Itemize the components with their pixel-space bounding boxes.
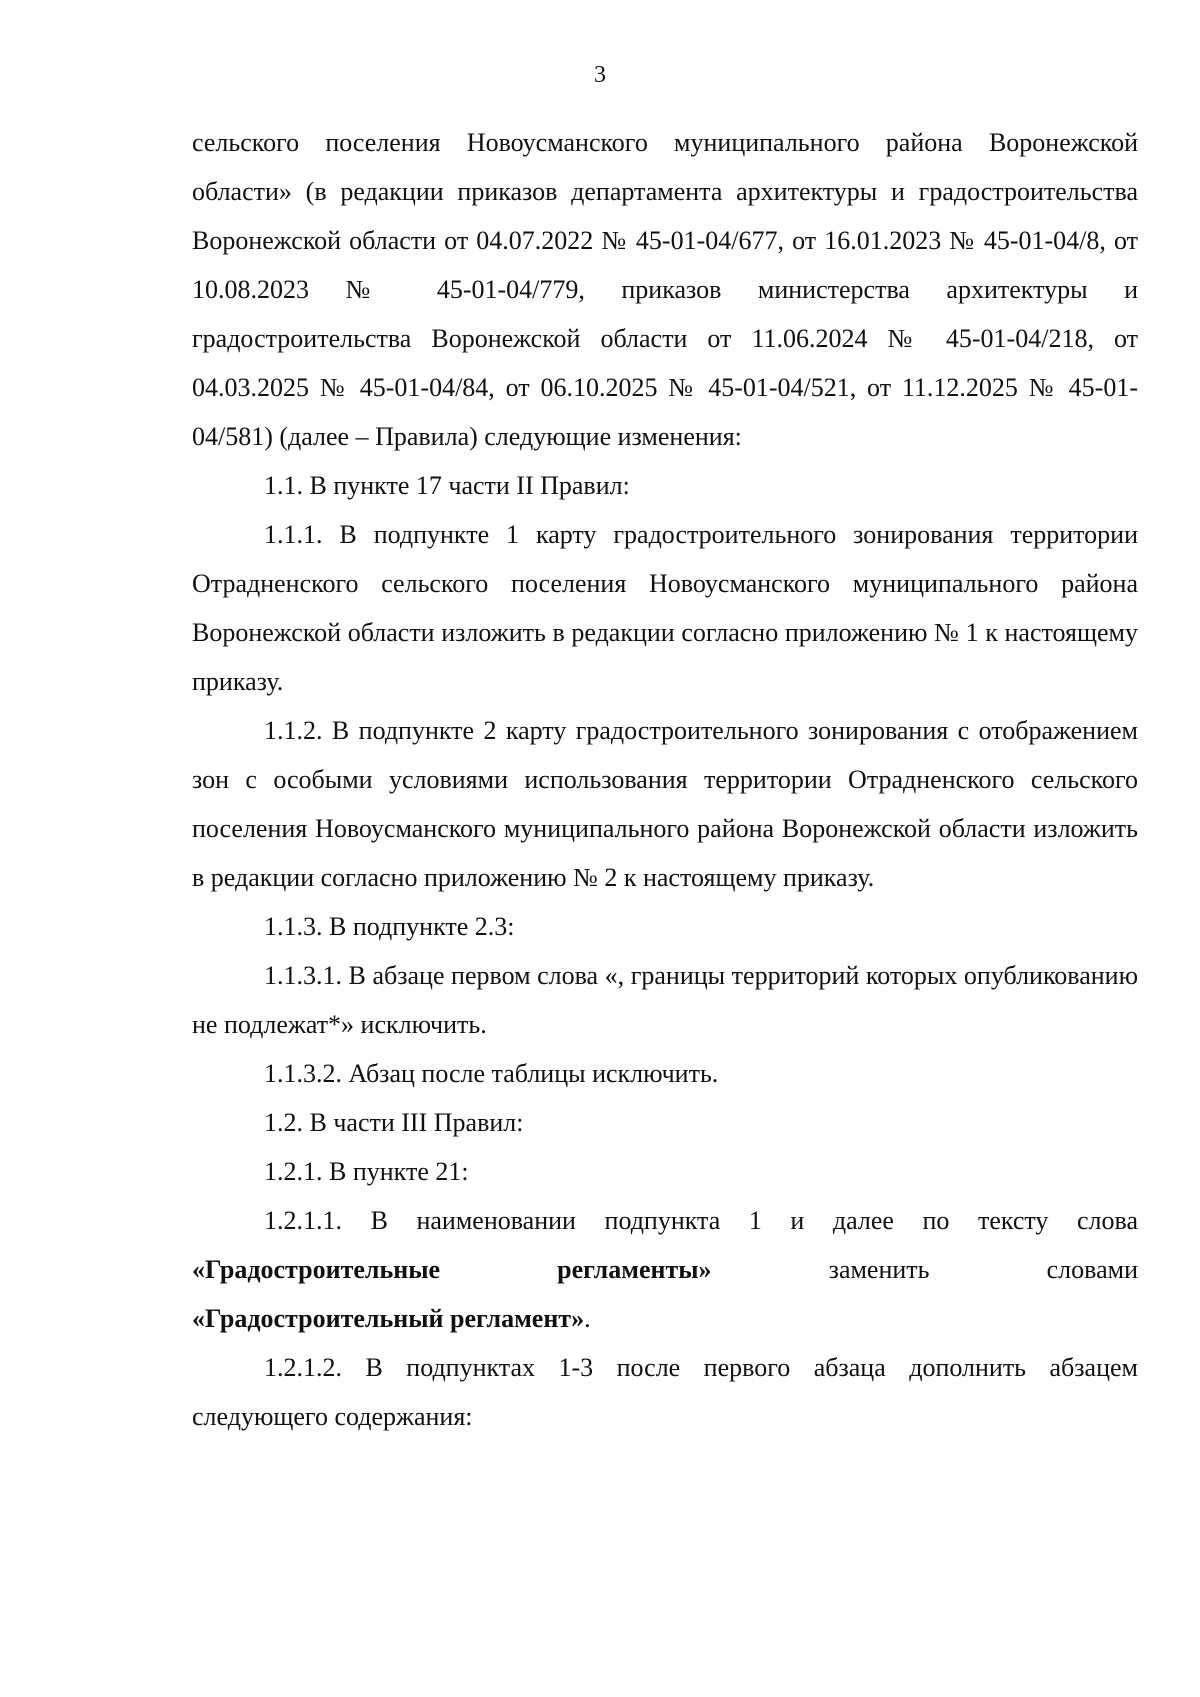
replace-text: заменить словами [828, 1255, 1138, 1284]
paragraph-1-1-3-1: 1.1.3.1. В абзаце первом слова «, границы территорий которых опубликованию не подлежат*» исключить. [192, 961, 1138, 1039]
paragraph-1-2-1-2: 1.2.1.2. В подпунктах 1-3 после первого абзаца дополнить абзацем следующего содержания: [192, 1353, 1138, 1431]
paragraph-1-1-3-2: 1.1.3.2. Абзац после таблицы исключить. [264, 1059, 719, 1088]
new-words-bold: «Градостроительный регламент» [192, 1304, 585, 1333]
paragraph-1-2-1-1-end-line [192, 1294, 1138, 1343]
paragraph-continuation: сельского поселения Новоусманского муниципального района Воронежской области» (в редакции приказов департамента архитектуры и градостроительства Воронежской области от 04.07.2022 № 45-01-04/677, от 16.01.2023 № 45-01-04/8, от 10.08.2023 № 45-01-04/779, приказов министерства архитектуры и градостроительства Воронежской области от 11.06.2024 № 45-01-04/218, от 04.03.2025 № 45-01-04/84, от 06.10.2025 № 45-01-04/521, от 11.12.2025 № 45-01-04/581) (далее – Правила) следующие изменения: [192, 128, 1138, 451]
paragraph-1-2-1: 1.2.1. В пункте 21: [264, 1157, 469, 1186]
paragraph-1-2: 1.2. В части III Правил: [264, 1108, 524, 1137]
old-words-bold: «Градостроительные регламенты» [192, 1255, 712, 1284]
paragraph-1-2-1-1 [192, 1196, 1138, 1294]
paragraph-1-1-3: 1.1.3. В подпункте 2.3: [264, 912, 515, 941]
paragraph-1-1: 1.1. В пункте 17 части II Правил: [264, 471, 630, 500]
document-body [192, 118, 1138, 1441]
page-number: 3 [594, 62, 606, 88]
paragraph-1-1-2: 1.1.2. В подпункте 2 карту градостроительного зонирования с отображением зон с особыми условиями использования территории Отрадненского сельского поселения Новоусманского муниципального района Воронежской области изложить в редакции согласно приложению № 2 к настоящему приказу. [192, 716, 1138, 892]
paragraph-1-2-1-1-intro: 1.2.1.1. В наименовании подпункта 1 и далее по тексту слова [264, 1206, 1138, 1235]
paragraph-1-1-1: 1.1.1. В подпункте 1 карту градостроительного зонирования территории Отрадненского сельского поселения Новоусманского муниципального района Воронежской области изложить в редакции согласно приложению № 1 к настоящему приказу. [192, 520, 1138, 696]
paragraph-1-2-1-1-end: . [584, 1304, 591, 1333]
